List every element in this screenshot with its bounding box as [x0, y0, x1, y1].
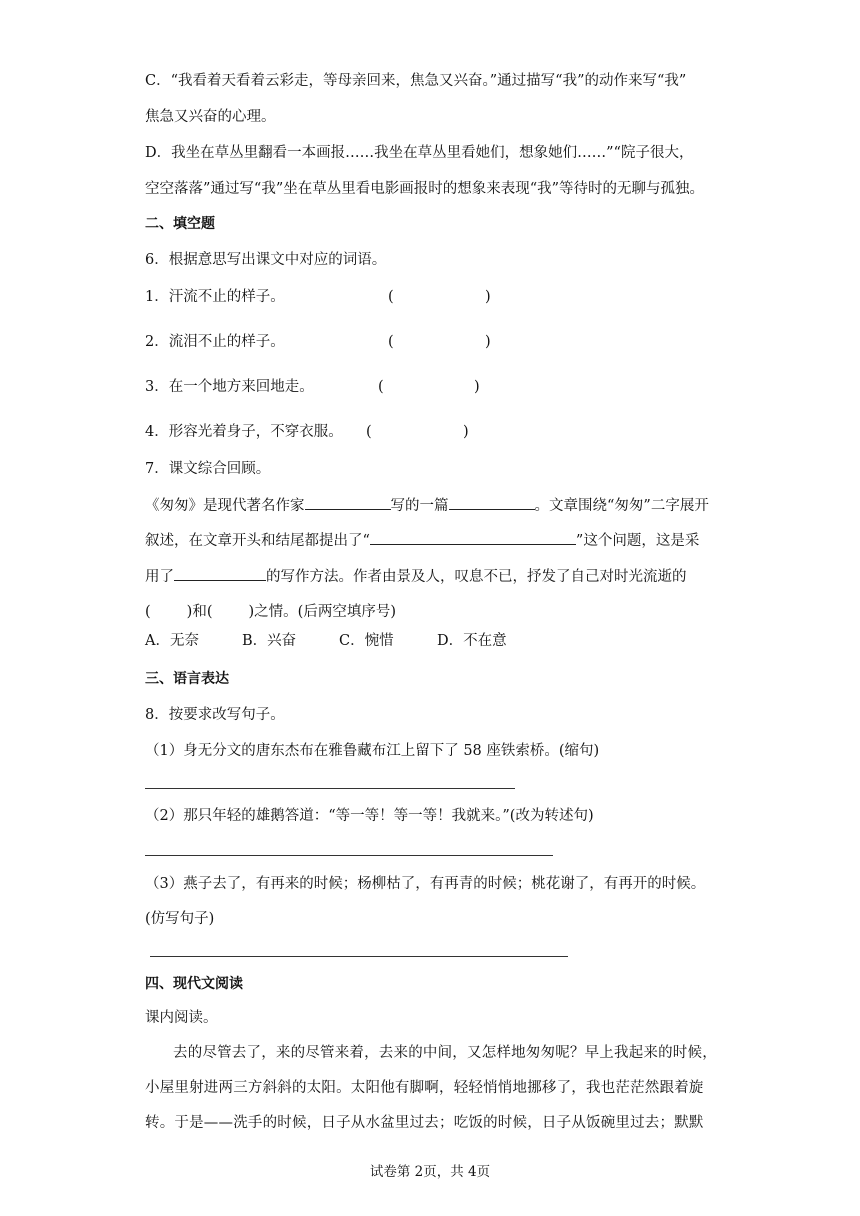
method-blank[interactable] — [174, 566, 266, 581]
q7-line1 — [145, 495, 709, 516]
option-d-line2: 空空落落”通过写“我”坐在草丛里看电影画报时的想象来表现“我”等待时的无聊与孤独。 — [145, 181, 705, 197]
answer-line-1[interactable] — [145, 788, 515, 789]
question-blank[interactable] — [370, 530, 576, 545]
option-d: D．不在意 — [437, 633, 507, 649]
q7-text: 写的一篇 — [390, 498, 449, 514]
q7-text: ”这个问题，这是采 — [575, 533, 700, 549]
author-blank[interactable] — [305, 495, 391, 510]
q7-text: )和( — [186, 604, 213, 620]
q8-sentence-1: （1）身无分文的唐东杰布在雅鲁藏布江上留下了 58 座铁索桥。(缩句) — [145, 743, 600, 759]
q6-item-3 — [145, 377, 480, 397]
answer-paren-close: ) — [485, 289, 491, 305]
q7-line3 — [145, 566, 687, 587]
passage-line-1: 去的尽管去了，来的尽管来着，去来的中间，又怎样地匆匆呢？早上我起来的时候， — [173, 1045, 717, 1061]
answer-paren-close: ) — [474, 379, 480, 395]
q7-line2 — [145, 530, 699, 551]
q6-item-1 — [145, 287, 491, 307]
q6-item-text: 4．形容光着身子，不穿衣服。 — [145, 424, 343, 440]
q7-text: 的写作方法。作者由景及人，叹息不已，抒发了自己对时光流逝的 — [266, 569, 687, 585]
q6-item-text: 1．汗流不止的样子。 — [145, 289, 285, 305]
q6-item-text: 2．流泪不止的样子。 — [145, 334, 285, 350]
genre-blank[interactable] — [449, 495, 535, 510]
answer-paren-open: ( — [388, 334, 394, 350]
answer-paren-close: ) — [485, 334, 491, 350]
reading-intro: 课内阅读。 — [145, 1010, 218, 1026]
answer-line-2[interactable] — [145, 855, 553, 856]
answer-paren-open: ( — [388, 289, 394, 305]
answer-paren-open: ( — [378, 379, 384, 395]
q7-text: 《匆匆》是现代著名作家 — [145, 498, 305, 514]
option-d-line1: D．我坐在草丛里翻看一本画报……我坐在草丛里看她们，想象她们……”“院子很大， — [145, 145, 694, 161]
q7-text: ( — [145, 604, 151, 620]
question-6-stem: 6．根据意思写出课文中对应的词语。 — [145, 252, 387, 268]
q8-sentence-2: （2）那只年轻的雄鹅答道：“等一等！等一等！我就来。”(改为转述句) — [145, 808, 594, 824]
q8-sentence-3b: (仿写句子) — [145, 911, 215, 927]
q8-sentence-3a: （3）燕子去了，有再来的时候；杨柳枯了，有再青的时候；桃花谢了，有再开的时候。 — [145, 876, 706, 892]
option-c-line2: 焦急又兴奋的心理。 — [145, 109, 276, 125]
option-b: B．兴奋 — [242, 633, 297, 649]
question-7-stem: 7．课文综合回顾。 — [145, 461, 271, 477]
page-footer: 试卷第 2页，共 4页 — [369, 1164, 491, 1180]
section-heading-fill-blank: 二、填空题 — [145, 216, 215, 232]
section-heading-reading: 四、现代文阅读 — [145, 976, 243, 992]
answer-paren-close: ) — [463, 424, 469, 440]
option-c-line1: C．“我看着天看着云彩走，等母亲回来，焦急又兴奋。”通过描写“我”的动作来写“我” — [145, 73, 687, 89]
q7-text: 叙述，在文章开头和结尾都提出了“ — [145, 533, 370, 549]
question-8-stem: 8．按要求改写句子。 — [145, 707, 285, 723]
q7-text: 用了 — [145, 569, 174, 585]
q6-item-2 — [145, 332, 491, 352]
q7-text: )之情。(后两空填序号) — [248, 604, 396, 620]
q7-text: 。文章围绕“匆匆”二字展开 — [534, 498, 709, 514]
section-heading-language: 三、语言表达 — [145, 671, 229, 687]
q6-item-4 — [145, 422, 469, 442]
option-c: C．惋惜 — [339, 633, 394, 649]
passage-line-2: 小屋里射进两三方斜斜的太阳。太阳他有脚啊，轻轻悄悄地挪移了，我也茫茫然跟着旋 — [145, 1080, 704, 1096]
passage-line-3: 转。于是——洗手的时候，日子从水盆里过去；吃饭的时候，日子从饭碗里过去；默默 — [145, 1115, 704, 1131]
option-a: A．无奈 — [145, 633, 199, 649]
answer-line-3[interactable] — [150, 956, 568, 957]
q6-item-text: 3．在一个地方来回地走。 — [145, 379, 314, 395]
answer-paren-open: ( — [366, 424, 372, 440]
q7-line4 — [145, 602, 396, 622]
